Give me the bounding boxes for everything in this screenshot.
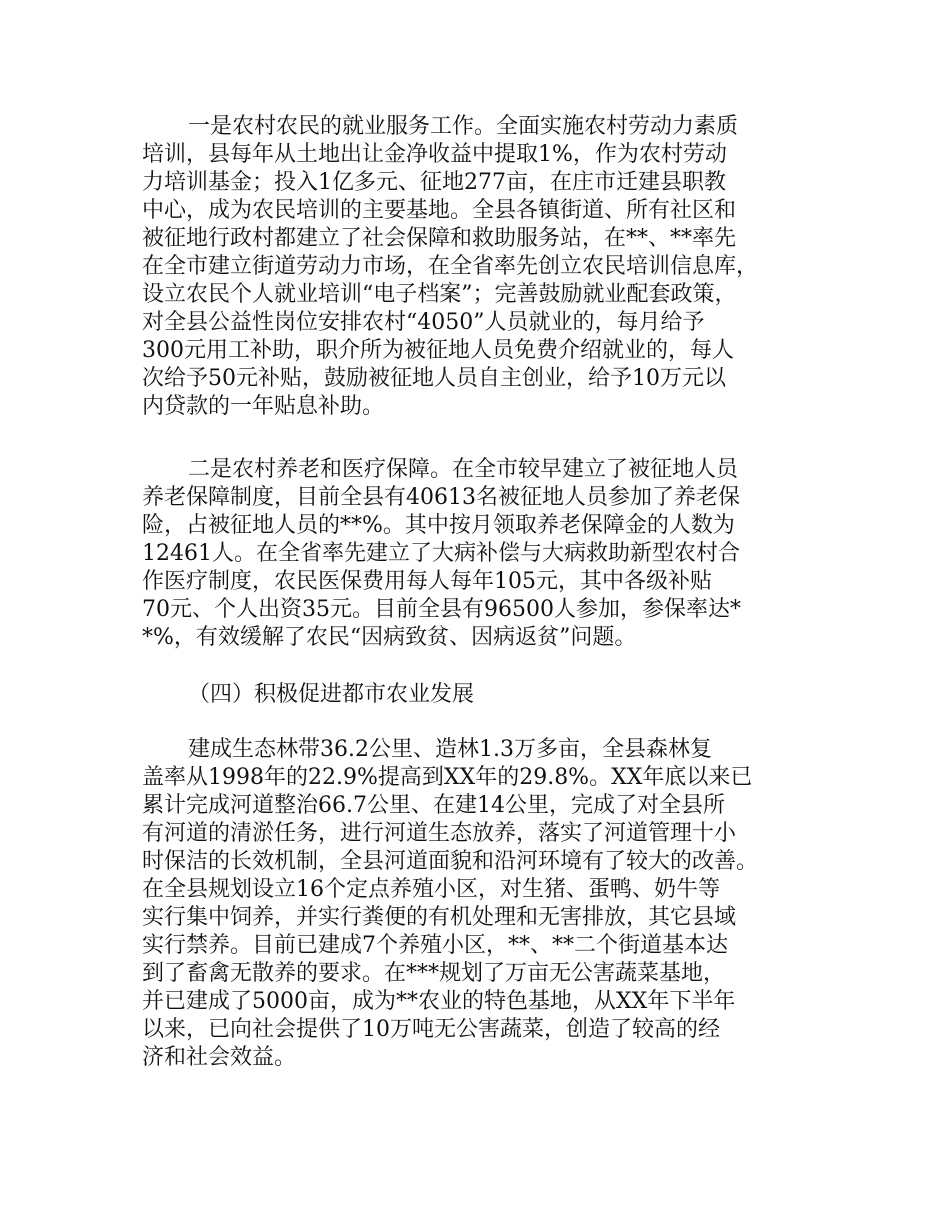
text-line: 300元用工补助，职介所为被征地人员免费介绍就业的，每人: [142, 338, 734, 363]
text-line: 内贷款的一年贴息补助。: [142, 394, 385, 419]
paragraph-rural-employment: [142, 113, 832, 421]
text-line: 设立农民个人就业培训“电子档案”；完善鼓励就业配套政策，: [142, 282, 737, 307]
paragraph-pension-medical: [142, 456, 832, 652]
text-line: 到了畜禽无散养的要求。在***规划了万亩无公害蔬菜基地，: [142, 961, 726, 986]
text-line: 12461人。在全省率先建立了大病补偿与大病救助新型农村合: [142, 541, 740, 566]
text-line: 建成生态林带36.2公里、造林1.3万多亩，全县森林复: [188, 737, 712, 762]
text-line: 作医疗制度，农民医保费用每人每年105元，其中各级补贴: [142, 569, 712, 594]
text-line: 时保洁的长效机制，全县河道面貌和沿河环境有了较大的改善。: [142, 849, 759, 874]
text-line: 二是农村养老和医疗保障。在全市较早建立了被征地人员: [188, 457, 739, 482]
text-line: 在全县规划设立16个定点养殖小区，对生猪、蛋鸭、奶牛等: [142, 877, 720, 902]
text-line: *%，有效缓解了农民“因病致贫、因病返贫”问题。: [142, 625, 637, 650]
text-line: 实行禁养。目前已建成7个养殖小区，**、**二个街道基本达: [142, 933, 728, 958]
paragraph-urban-agriculture: [142, 736, 832, 1072]
text-line: 一是农村农民的就业服务工作。全面实施农村劳动力素质: [188, 114, 739, 139]
section-heading-text: （四）积极促进都市农业发展: [188, 682, 475, 707]
text-line: 险，占被征地人员的**%。其中按月领取养老保障金的人数为: [142, 513, 735, 538]
text-line: 盖率从1998年的22.9%提高到XX年的29.8%。XX年底以来已: [142, 765, 753, 790]
text-line: 累计完成河道整治66.7公里、在建14公里，完成了对全县所: [142, 793, 725, 818]
section-heading: [142, 681, 832, 709]
text-line: 以来，已向社会提供了10万吨无公害蔬菜，创造了较高的经: [142, 1017, 720, 1042]
text-line: 对全县公益性岗位安排农村“4050”人员就业的，每月给予: [142, 310, 705, 335]
text-line: 次给予50元补贴，鼓励被征地人员自主创业，给予10万元以: [142, 366, 726, 391]
text-line: 被征地行政村都建立了社会保障和救助服务站，在**、**率先: [142, 226, 737, 251]
text-line: 力培训基金；投入1亿多元、征地277亩，在庄市迁建县职教: [142, 170, 726, 195]
text-line: 70元、个人出资35元。目前全县有96500人参加，参保率达*: [142, 597, 741, 622]
text-line: 培训，县每年从土地出让金净收益中提取1%，作为农村劳动: [142, 142, 727, 167]
text-line: 济和社会效益。: [142, 1045, 297, 1070]
text-line: 实行集中饲养，并实行粪便的有机处理和无害排放，其它县域: [142, 905, 737, 930]
text-line: 并已建成了5000亩，成为**农业的特色基地，从XX年下半年: [142, 989, 736, 1014]
text-line: 在全市建立街道劳动力市场，在全省率先创立农民培训信息库，: [142, 254, 759, 279]
text-line: 养老保障制度，目前全县有40613名被征地人员参加了养老保: [142, 485, 740, 510]
text-line: 中心，成为农民培训的主要基地。全县各镇街道、所有社区和: [142, 198, 737, 223]
text-line: 有河道的清淤任务，进行河道生态放养，落实了河道管理十小: [142, 821, 737, 846]
